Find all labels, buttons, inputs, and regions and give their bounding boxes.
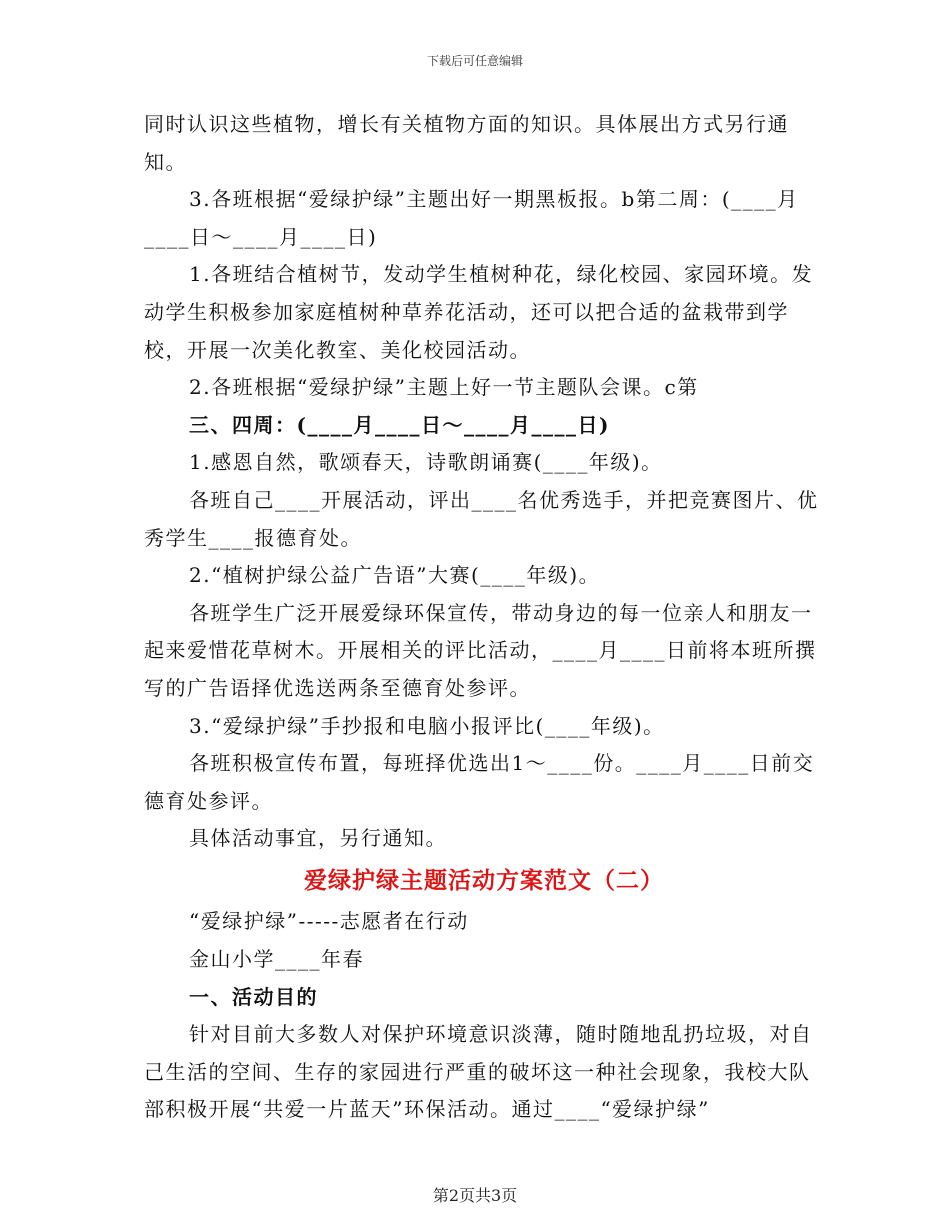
page-header: 下载后可任意编辑 bbox=[426, 54, 523, 68]
paragraph: 各班积极宣传布置，每班择优选出1～____份。____月____日前交德育处参评。 bbox=[144, 751, 815, 813]
paragraph: 1.感恩自然，歌颂春天，诗歌朗诵赛(____年级)。 bbox=[189, 450, 663, 475]
paragraph: 3.各班根据“爱绿护绿”主题出好一期黑板报。b第二周：(____月____日～____月____日) bbox=[144, 187, 799, 249]
document-title: 爱绿护绿主题活动方案范文（二） bbox=[304, 866, 664, 894]
paragraph: 2.“植树护绿公益广告语”大赛(____年级)。 bbox=[189, 563, 601, 588]
paragraph: 具体活动事宜，另行通知。 bbox=[189, 826, 447, 851]
paragraph: 各班自己____开展活动，评出____名优秀选手，并把竞赛图片、优秀学生____报德育处。 bbox=[144, 487, 819, 550]
paragraph: 同时认识这些植物，增长有关植物方面的知识。具体展出方式另行通知。 bbox=[144, 112, 789, 174]
paragraph: 1.各班结合植树节，发动学生植树种花，绿化校园、家园环境。发动学生积极参加家庭植树种草养花活动，还可以把合适的盆栽带到学校，开展一次美化教室、美化校园活动。 bbox=[144, 262, 814, 362]
paragraph: 3.“爱绿护绿”手抄报和电脑小报评比(____年级)。 bbox=[189, 713, 665, 738]
paragraph: 2.各班根据“爱绿护绿”主题上好一节主题队会课。c第 bbox=[189, 375, 699, 400]
paragraph: 针对目前大多数人对保护环境意识淡薄，随时随地乱扔垃圾，对自己生活的空间、生存的家园进行严重的破坏这一种社会现象，我校大队部积极开展“共爱一片蓝天”环保活动。通过____“爱绿护绿” bbox=[144, 1022, 813, 1122]
page-footer: 第2页共3页 bbox=[432, 1186, 518, 1205]
subtitle: “爱绿护绿”-----志愿者在行动 bbox=[189, 909, 469, 934]
school-line: 金山小学____年春 bbox=[189, 947, 364, 972]
section-heading: 一、活动目的 bbox=[189, 984, 318, 1009]
paragraph: 各班学生广泛开展爱绿环保宣传，带动身边的每一位亲人和朋友一起来爱惜花草树木。开展相关的评比活动，____月____日前将本班所撰写的广告语择优选送两条至德育处参评。 bbox=[144, 600, 817, 700]
document-body bbox=[144, 106, 824, 1129]
section-heading: 三、四周：(____月____日～____月____日) bbox=[189, 412, 610, 437]
